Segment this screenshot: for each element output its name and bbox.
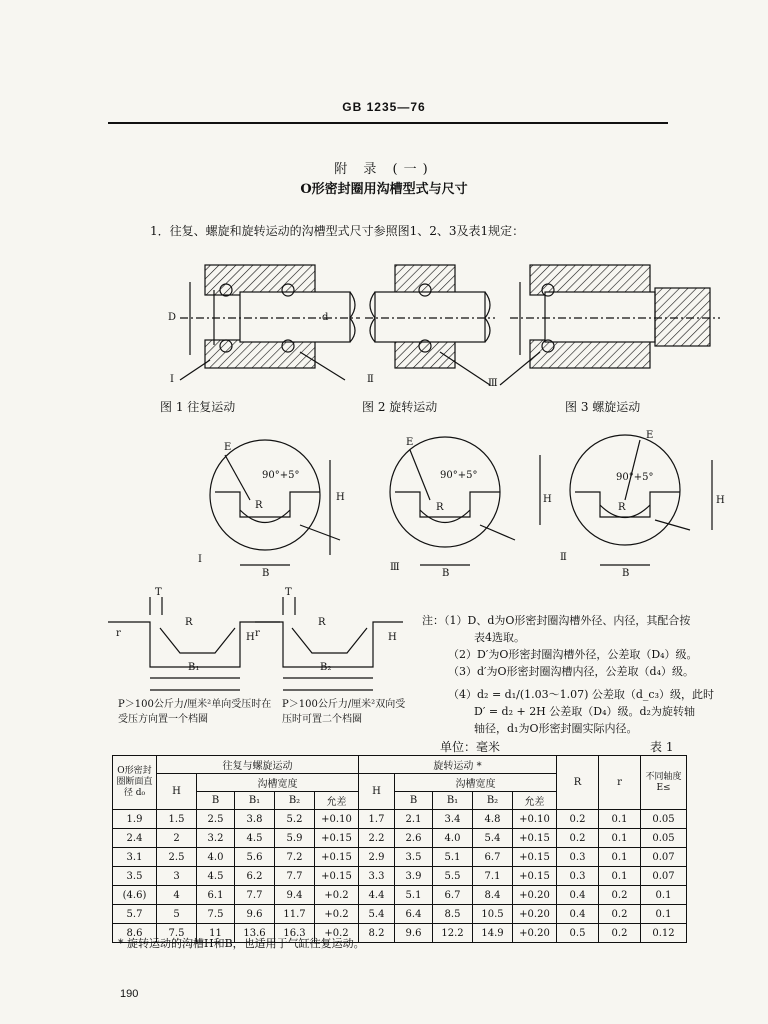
table-cell: 3.1	[113, 848, 157, 867]
h-label-1: H	[336, 492, 345, 503]
header-tol-1: 允差	[315, 792, 359, 810]
unit-label: 单位：毫米	[440, 740, 501, 754]
table-cell: +0.20	[513, 886, 557, 905]
angle-label-3: 90°+5°	[440, 470, 478, 481]
table-cell: 3.8	[235, 810, 275, 829]
table-cell: 11.7	[275, 905, 315, 924]
header-R: R	[557, 756, 599, 810]
header-d0: O形密封圈断面直径 d₀	[113, 756, 157, 810]
small-r-label-2: r	[255, 628, 260, 639]
table-cell: 3.5	[395, 848, 433, 867]
table-cell: 2.5	[197, 810, 235, 829]
header-tol-2: 允差	[513, 792, 557, 810]
table-cell: 7.5	[157, 924, 197, 943]
header-B1-2: B₁	[433, 792, 473, 810]
angle-label-1: 90°+5°	[262, 470, 300, 481]
note-line-4: （3）d′为O形密封圈沟槽内径，公差取（d₄）级。	[448, 665, 695, 678]
annotation-single-backup: P＞100公斤力/厘米²单向受压时在受压方向置一个档圈	[118, 699, 272, 725]
table-cell: 0.3	[557, 867, 599, 886]
table-cell: 8.2	[359, 924, 395, 943]
table-cell: 0.07	[641, 867, 687, 886]
header-width-1: 沟槽宽度	[197, 774, 359, 792]
note-line-2: 表4选取。	[474, 631, 525, 644]
table-cell: 0.1	[599, 867, 641, 886]
table-cell: +0.15	[315, 829, 359, 848]
note-line-1: 注：（1）D、d为O形密封圈沟槽外径、内径，其配合按	[422, 614, 691, 627]
footnote: * 旋转运动的沟槽H和B，也适用于气缸往复运动。	[118, 937, 365, 950]
groove-double-backup	[255, 597, 403, 690]
table-cell: +0.15	[315, 848, 359, 867]
header-H-1: H	[157, 774, 197, 810]
r-groove-label-2: R	[318, 617, 326, 628]
table-cell: 0.4	[557, 905, 599, 924]
table-body	[113, 810, 687, 943]
note-line-5: （4）d₂ = d₁/(1.03～1.07) 公差取（d_c₃）级，此时	[448, 688, 714, 701]
groove-dimension-table	[112, 755, 687, 943]
table-cell: 5.5	[433, 867, 473, 886]
notes-block	[422, 612, 742, 737]
table-cell: 7.7	[235, 886, 275, 905]
table-cell: 9.4	[275, 886, 315, 905]
table-cell: 5	[157, 905, 197, 924]
table-cell: 0.4	[557, 886, 599, 905]
table-number: 表 1	[650, 740, 674, 754]
e-label-1: E	[224, 442, 232, 453]
table-cell: 0.2	[557, 810, 599, 829]
table-cell: 13.6	[235, 924, 275, 943]
table-cell: 2	[157, 829, 197, 848]
r-groove-label-1: R	[185, 617, 193, 628]
table-cell: 2.5	[157, 848, 197, 867]
table-cell: +0.15	[513, 829, 557, 848]
r-label-3: R	[436, 502, 444, 513]
header-B2-1: B₂	[275, 792, 315, 810]
standard-header: GB 1235—76	[342, 100, 426, 114]
table-row	[113, 810, 687, 829]
table-cell: 9.6	[235, 905, 275, 924]
table-cell: 7.7	[275, 867, 315, 886]
table-cell: 5.6	[235, 848, 275, 867]
table-cell: (4.6)	[113, 886, 157, 905]
figure-3-drawing	[500, 265, 720, 385]
header-rotary: 旋转运动 *	[359, 756, 557, 774]
table-cell: +0.20	[513, 924, 557, 943]
table-row	[113, 848, 687, 867]
table-cell: 4.0	[433, 829, 473, 848]
table-cell: 0.07	[641, 848, 687, 867]
header-B1-1: B₁	[235, 792, 275, 810]
t-label-1: T	[155, 587, 162, 598]
table-cell: 6.2	[235, 867, 275, 886]
table-cell: 1.7	[359, 810, 395, 829]
table-cell: 2.4	[113, 829, 157, 848]
figure-2-caption: 图 2 旋转运动	[362, 400, 438, 414]
table-cell: 8.5	[433, 905, 473, 924]
table-cell: 5.1	[395, 886, 433, 905]
table-cell: 0.12	[641, 924, 687, 943]
table-cell: 3.5	[113, 867, 157, 886]
figure-2-drawing	[365, 265, 495, 385]
table-row	[113, 829, 687, 848]
roman-label-2: Ⅱ	[367, 374, 374, 385]
t-label-2: T	[285, 587, 292, 598]
b-label-3: B	[442, 568, 450, 579]
table-cell: 4.4	[359, 886, 395, 905]
table-row	[113, 905, 687, 924]
table-cell: 3.4	[433, 810, 473, 829]
table-cell: 0.05	[641, 810, 687, 829]
figure-3-caption: 图 3 螺旋运动	[565, 400, 641, 414]
table-cell: 11	[197, 924, 235, 943]
detail-label-3: Ⅲ	[390, 562, 400, 573]
table-cell: 1.9	[113, 810, 157, 829]
note-line-6: D′ = d₂ + 2H 公差取（D₄）级。d₂为旋转轴	[474, 705, 695, 718]
table-cell: 4	[157, 886, 197, 905]
detail-I	[210, 440, 340, 565]
table-cell: +0.20	[513, 905, 557, 924]
table-cell: 9.6	[395, 924, 433, 943]
h-groove-label-1: H	[246, 632, 255, 643]
h-label-2: H	[716, 495, 725, 506]
table-cell: 7.5	[197, 905, 235, 924]
b-label-1: B	[262, 568, 270, 579]
table-cell: 8.6	[113, 924, 157, 943]
roman-label-1: Ⅰ	[170, 374, 174, 385]
table-cell: 6.4	[395, 905, 433, 924]
table-cell: 7.1	[473, 867, 513, 886]
table-cell: +0.10	[315, 810, 359, 829]
b2-label: B₂	[320, 662, 332, 673]
table-cell: 0.2	[557, 829, 599, 848]
header-B2-2: B₂	[473, 792, 513, 810]
table-cell: 0.2	[599, 886, 641, 905]
table-cell: 5.2	[275, 810, 315, 829]
e-label-3: E	[406, 437, 414, 448]
table-cell: 12.2	[433, 924, 473, 943]
header-reciprocating: 往复与螺旋运动	[157, 756, 359, 774]
table-cell: 4.8	[473, 810, 513, 829]
header-H-2: H	[359, 774, 395, 810]
annotation-double-backup: P＞100公斤力/厘米²双向受压时可置二个档圈	[282, 699, 406, 725]
table-cell: +0.2	[315, 886, 359, 905]
table-cell: 2.2	[359, 829, 395, 848]
detail-II	[570, 435, 712, 565]
table-cell: 6.1	[197, 886, 235, 905]
table-cell: +0.15	[513, 867, 557, 886]
table-cell: 4.5	[197, 867, 235, 886]
r-label-2: R	[618, 502, 626, 513]
table-cell: +0.10	[513, 810, 557, 829]
b-label-2: B	[622, 568, 630, 579]
h-groove-label-2: H	[388, 632, 397, 643]
roman-label-3: Ⅲ	[488, 378, 498, 389]
note-line-7: 轴径，d₁为O形密封圈实际内径。	[474, 722, 638, 735]
table-cell: 0.1	[641, 886, 687, 905]
table-cell: 5.4	[473, 829, 513, 848]
table-cell: 16.3	[275, 924, 315, 943]
table-cell: +0.2	[315, 924, 359, 943]
e-label-2: E	[646, 430, 654, 441]
header-B-2: B	[395, 792, 433, 810]
table-row	[113, 886, 687, 905]
h-label-3: H	[543, 494, 552, 505]
figure-1-caption: 图 1 往复运动	[160, 400, 236, 414]
b1-label: B₁	[188, 662, 200, 673]
table-cell: +0.15	[315, 867, 359, 886]
table-cell: 4.5	[235, 829, 275, 848]
table-cell: 4.0	[197, 848, 235, 867]
angle-label-2: 90°+5°	[616, 472, 654, 483]
small-r-label-1: r	[116, 628, 121, 639]
table-cell: 3	[157, 867, 197, 886]
table-cell: 10.5	[473, 905, 513, 924]
table-cell: 0.5	[557, 924, 599, 943]
header-r: r	[599, 756, 641, 810]
table-row	[113, 867, 687, 886]
r-label-1: R	[255, 500, 263, 511]
figure-1-drawing	[180, 265, 360, 380]
page-number: 190	[120, 988, 139, 1000]
table-cell: 7.2	[275, 848, 315, 867]
table-cell: 5.9	[275, 829, 315, 848]
appendix-subtitle: O形密封圈用沟槽型式与尺寸	[300, 182, 468, 197]
table-cell: +0.15	[513, 848, 557, 867]
table-cell: 6.7	[433, 886, 473, 905]
table-cell: 6.7	[473, 848, 513, 867]
note-line-3: （2）D′为O形密封圈沟槽外径，公差取（D₄）级。	[448, 648, 698, 661]
table-cell: 3.2	[197, 829, 235, 848]
table-cell: 2.6	[395, 829, 433, 848]
header-B-1: B	[197, 792, 235, 810]
intro-paragraph: 1．往复、螺旋和旋转运动的沟槽型式尺寸参照图1、2、3及表1规定：	[150, 224, 525, 238]
d-small-label-fig1: d	[322, 312, 329, 323]
table-cell: 0.1	[641, 905, 687, 924]
detail-label-1: Ⅰ	[198, 554, 202, 565]
table-cell: 0.1	[599, 829, 641, 848]
table-cell: 14.9	[473, 924, 513, 943]
table-cell: 3.3	[359, 867, 395, 886]
table-cell: 1.5	[157, 810, 197, 829]
table-cell: 2.1	[395, 810, 433, 829]
table-cell: 0.1	[599, 848, 641, 867]
table-cell: +0.2	[315, 905, 359, 924]
detail-III	[390, 437, 540, 565]
table-cell: 8.4	[473, 886, 513, 905]
table-cell: 0.2	[599, 905, 641, 924]
table-cell: 5.7	[113, 905, 157, 924]
table-cell: 3.9	[395, 867, 433, 886]
table-cell: 0.3	[557, 848, 599, 867]
table-cell: 0.05	[641, 829, 687, 848]
detail-label-2: Ⅱ	[560, 552, 567, 563]
table-header-row-1	[113, 756, 687, 774]
table-cell: 0.1	[599, 810, 641, 829]
table-cell: 0.2	[599, 924, 641, 943]
appendix-title: 附 录 (一)	[334, 162, 434, 177]
table-cell: 5.1	[433, 848, 473, 867]
header-width-2: 沟槽宽度	[395, 774, 557, 792]
header-E: 不同轴度 E≤	[641, 756, 687, 810]
d-label-fig1: D	[168, 312, 177, 323]
table-cell: 2.9	[359, 848, 395, 867]
table-cell: 5.4	[359, 905, 395, 924]
